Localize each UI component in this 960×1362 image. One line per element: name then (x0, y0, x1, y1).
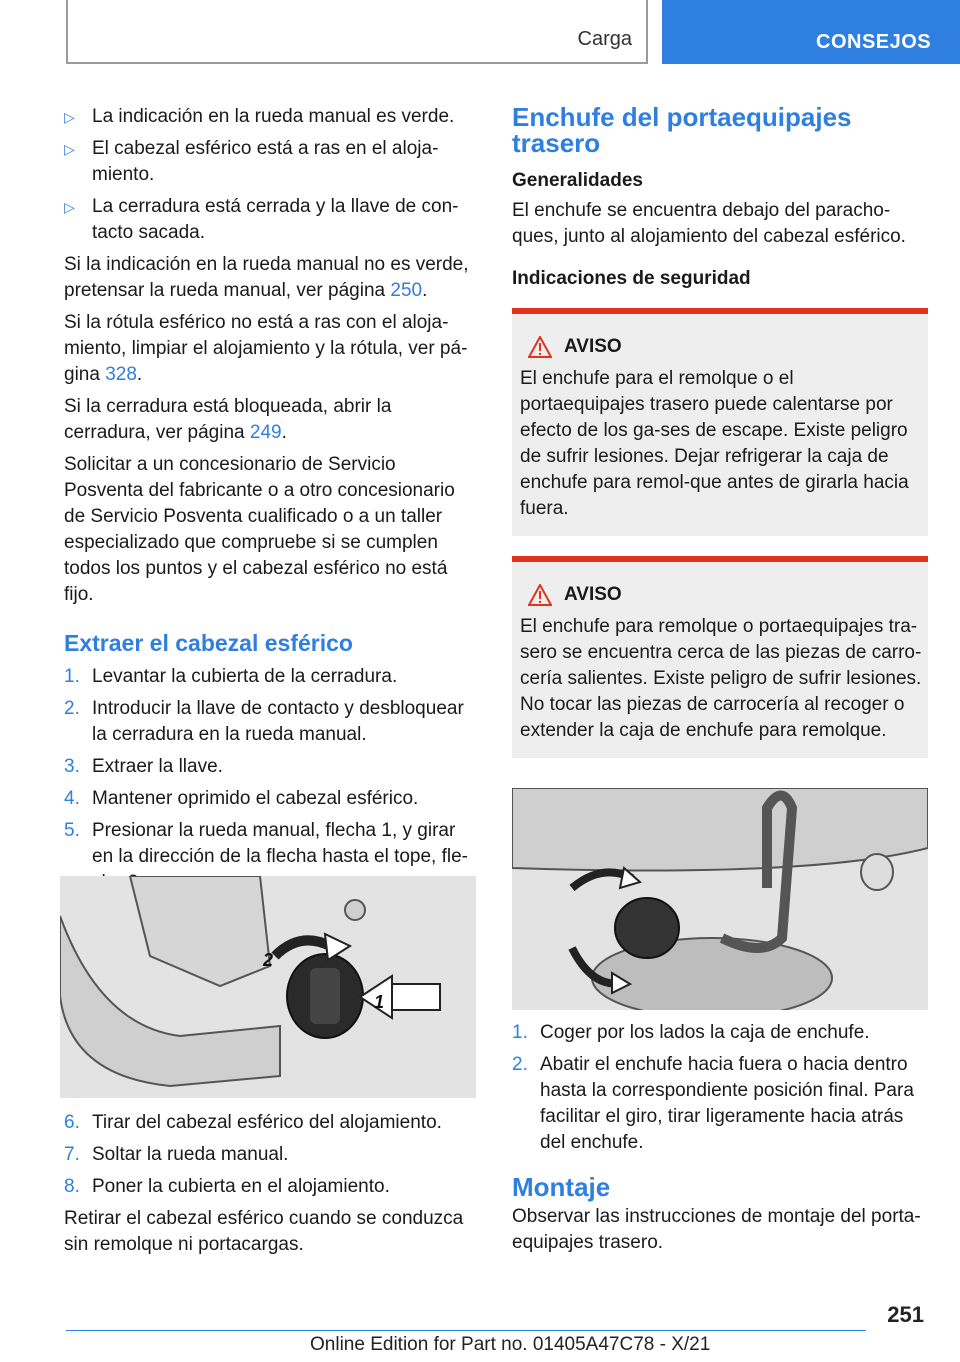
step-item: 1. Coger por los lados la caja de enchufe. (512, 1022, 870, 1043)
paragraph: Si la indicación en la rueda manual no es verde, pretensar la rueda manual, ver página 250. (64, 254, 469, 301)
paragraph: Si la cerradura está bloqueada, abrir la cerradura, ver página 249. (64, 396, 392, 443)
warning-triangle-icon (528, 336, 552, 358)
warning-text: El enchufe para el remolque o el portaequipajes trasero puede calentarse por efecto de los ga-ses de escape. Existe peligro de sufrir lesiones. Dejar refrigerar la caja de enchufe para remol-que antes de girarla hacia fuera. (520, 368, 909, 519)
step-item: 2. Introducir la llave de contacto y desbloquear la cerradura en la rueda manual. (64, 698, 464, 745)
triangle-bullet-icon: ▷ (64, 141, 75, 157)
step-item: 3. Extraer la llave. (64, 756, 223, 777)
step-item: 5. Presionar la rueda manual, flecha 1, y girar en la dirección de la flecha hasta el tope, fle- (64, 820, 469, 867)
page-link[interactable]: 249 (249, 422, 282, 443)
paragraph: El enchufe se encuentra debajo del paracho-ques, junto al alojamiento del cabezal esférico. (512, 200, 906, 247)
warning-title: AVISO (564, 584, 622, 605)
figure-label-2: 2 (263, 950, 274, 970)
footer-divider (66, 1330, 866, 1331)
paragraph: Retirar el cabezal esférico cuando se conduzca sin remolque ni portacargas. (64, 1208, 464, 1255)
warning-box (512, 556, 928, 758)
subheading: Generalidades (512, 170, 643, 191)
warning-text: El enchufe para remolque o portaequipajes tra-sero se encuentra cerca de las piezas de carro-cería salientes. Existe peligro de sufrir lesiones. No tocar las piezas de carrocería al recoger o extender la caja de enchufe para remolque. (520, 616, 922, 741)
tow-hitch-release-figure (60, 876, 476, 1098)
step-item: 2. Abatir el enchufe hacia fuera o hacia dentro hasta la correspondiente posición final. Para facilitar el giro, tirar ligeramente hacia atrás del enchufe. (512, 1054, 914, 1153)
section-heading: Montaje (512, 1172, 611, 1202)
page-link[interactable]: 250 (390, 280, 423, 301)
step-item: 6. Tirar del cabezal esférico del alojamiento. (64, 1112, 442, 1133)
page-link[interactable]: 328 (105, 364, 137, 385)
triangle-bullet-icon: ▷ (64, 109, 75, 125)
section-heading: Enchufe del portaequipajes trasero (512, 102, 852, 158)
paragraph: Observar las instrucciones de montaje del porta-equipajes trasero. (512, 1206, 921, 1253)
triangle-bullet-icon: ▷ (64, 199, 75, 215)
subheading: Indicaciones de seguridad (512, 268, 751, 289)
socket-swivel-figure (512, 788, 928, 1010)
chapter-tab[interactable]: CONSEJOS (662, 0, 960, 64)
bullet-item: ▷ La indicación en la rueda manual es verde. (64, 104, 480, 130)
figure-label-1: 1 (374, 992, 385, 1012)
header-tab (66, 0, 648, 64)
page-number: 251 (887, 1302, 924, 1327)
warning-title: AVISO (564, 336, 622, 357)
left-column (64, 104, 480, 902)
paragraph: Solicitar a un concesionario de Servicio Posventa del fabricante o a otro concesionario de Servicio Posventa cualificado o a un taller especializado que compruebe si se cumplen todos los puntos y el cabezal esférico no está fijo. (64, 454, 455, 605)
warning-triangle-icon (528, 584, 552, 606)
socket-illustration (512, 788, 928, 1010)
step-item: 8. Poner la cubierta en el alojamiento. (64, 1176, 390, 1197)
right-column (512, 104, 928, 814)
footer-edition: Online Edition for Part no. 01405A47C78 - X/21 (310, 1334, 711, 1355)
step-item: 7. Soltar la rueda manual. (64, 1144, 289, 1165)
warning-box (512, 308, 928, 536)
left-column-lower (64, 1110, 480, 1264)
section-title: Carga (577, 28, 632, 50)
tow-hitch-illustration (60, 876, 476, 1098)
section-heading: Extraer el cabezal esférico (64, 630, 353, 656)
step-item: 4. Mantener oprimido el cabezal esférico. (64, 788, 419, 809)
bullet-item: ▷ El cabezal esférico está a ras en el aloja-miento. (64, 136, 480, 188)
paragraph: Si la rótula esférico no está a ras con el aloja-miento, limpiar el alojamiento y la rótula, ver pá-gina 328. (64, 312, 468, 385)
bullet-item: ▷ La cerradura está cerrada y la llave de con-tacto sacada. (64, 194, 480, 246)
step-item: 1. Levantar la cubierta de la cerradura. (64, 666, 398, 687)
right-column-lower (512, 1020, 928, 1262)
